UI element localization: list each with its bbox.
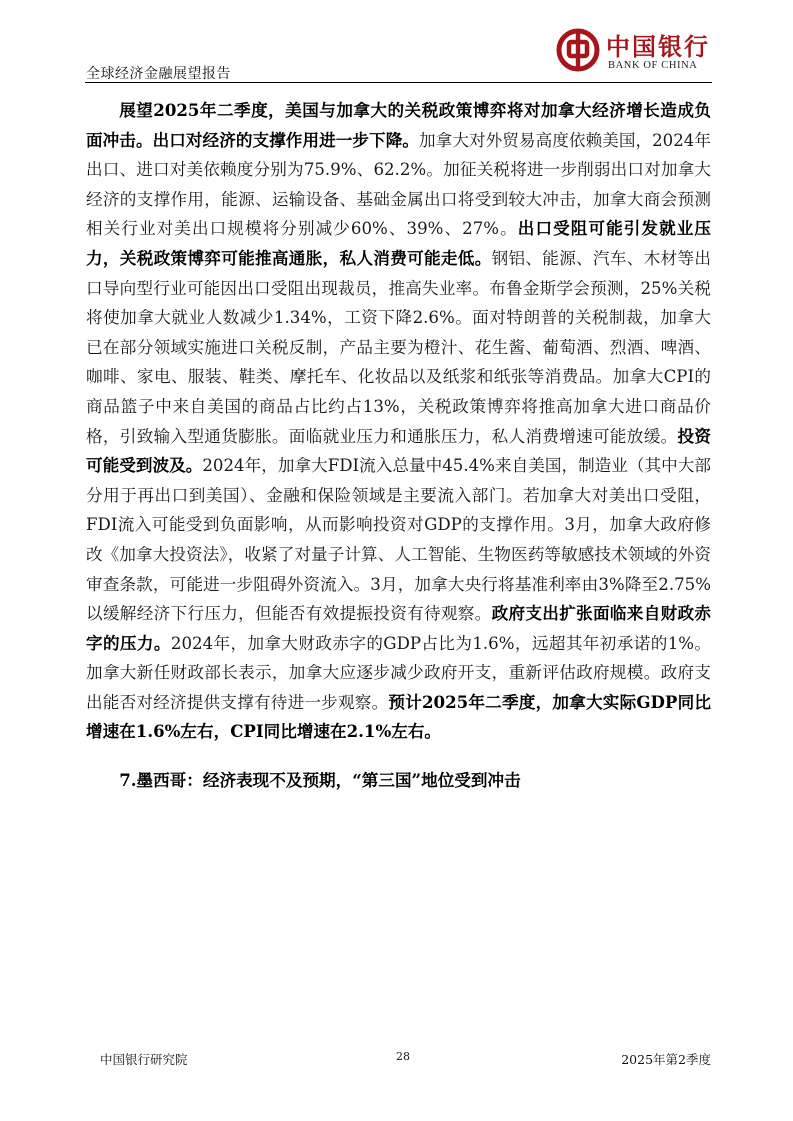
page-footer xyxy=(0,1050,793,1080)
text-exports: 加拿大对外贸易高度依赖美国，2024年出口、进口对美依赖度分别为75.9%、62.2%。加征关税将进一步削弱出口对加拿大经济的支撑作用，能源、运输设备、基础金属出口将受到较大冲击，加拿大商会预测相关行业对美出口规模将分别减少60%、39%、27%。 xyxy=(86,130,712,239)
logo-name-en: BANK OF CHINA xyxy=(608,60,698,71)
text-employment-inflation: 钢铝、能源、汽车、木材等出口导向型行业可能因出口受阻出现裁员，推高失业率。布鲁金斯学会预测，25%关税将使加拿大就业人数减少1.34%，工资下降2.6%。面对特朗普的关税制裁，加拿大已在部分领域实施进口关税反制，产品主要为橙汁、花生酱、葡萄酒、烈酒、啤酒、咖啡、家电、服装、鞋类、摩托车、化妆品以及纸浆和纸张等消费品。加拿大CPI的商品篮子中来自美国的商品占比约占13%，关税政策博弈将推高加拿大进口商品价格，引致输入型通货膨胀。面临就业压力和通胀压力，私人消费增速可能放缓。 xyxy=(86,248,712,446)
bold-sentence-government: 政府支出扩张面临来自财政赤字的压力。 xyxy=(86,603,712,653)
bank-logo xyxy=(556,26,716,81)
main-content xyxy=(86,96,711,795)
footer-period: 2025年第2季度 xyxy=(621,1052,711,1067)
bold-sentence-investment: 投资可能受到波及。 xyxy=(86,425,712,476)
bold-sentence-employment: 出口受阻可能引发就业压力，关税政策博弈可能推高通胀，私人消费可能走低。 xyxy=(86,218,711,268)
text-investment: 2024年，加拿大FDI流入总量中45.4%来自美国，制造业（其中大部分用于再出口到美国）、金融和保险领域是主要流入部门。若加拿大对美出口受阻，FDI流入可能受到负面影响，从而影响投资对GDP的支撑作用。3月，加拿大政府修改《加拿大投资法》，收紧了对量子计算、人工智能、生物医药等敏感技术领域的外资审查条款，可能进一步阻碍外资流入。3月，加拿大央行将基准利率由3%降至2.75%以缓解经济下行压力，但能否有效提振投资有待观察。 xyxy=(86,456,712,624)
footer-institution: 中国银行研究院 xyxy=(100,1052,188,1067)
bank-of-china-logo-icon xyxy=(556,28,600,72)
page-header xyxy=(0,0,793,84)
logo-name-cn: 中国银行 xyxy=(606,32,710,61)
section-heading-mexico: 7.墨西哥：经济表现不及预期，“第三国”地位受到冲击 xyxy=(119,770,521,791)
report-title: 全球经济金融展望报告 xyxy=(86,66,231,82)
header-divider xyxy=(85,82,712,83)
bold-sentence-forecast: 预计2025年二季度，加拿大实际GDP同比增速在1.6%左右，CPI同比增速在2.1%左右。 xyxy=(86,691,712,742)
page-number: 28 xyxy=(396,1050,410,1063)
body-paragraph xyxy=(86,96,711,747)
bold-sentence-outlook: 展望2025年二季度，美国与加拿大的关税政策博弈将对加拿大经济增长造成负面冲击。出口对经济的支撑作用进一步下降。 xyxy=(86,100,711,150)
text-fiscal: 2024年，加拿大财政赤字的GDP占比为1.6%，远超其年初承诺的1%。加拿大新任财政部长表示，加拿大应逐步减少政府开支，重新评估政府规模。政府支出能否对经济提供支撑有待进一步观察。 xyxy=(86,633,712,712)
